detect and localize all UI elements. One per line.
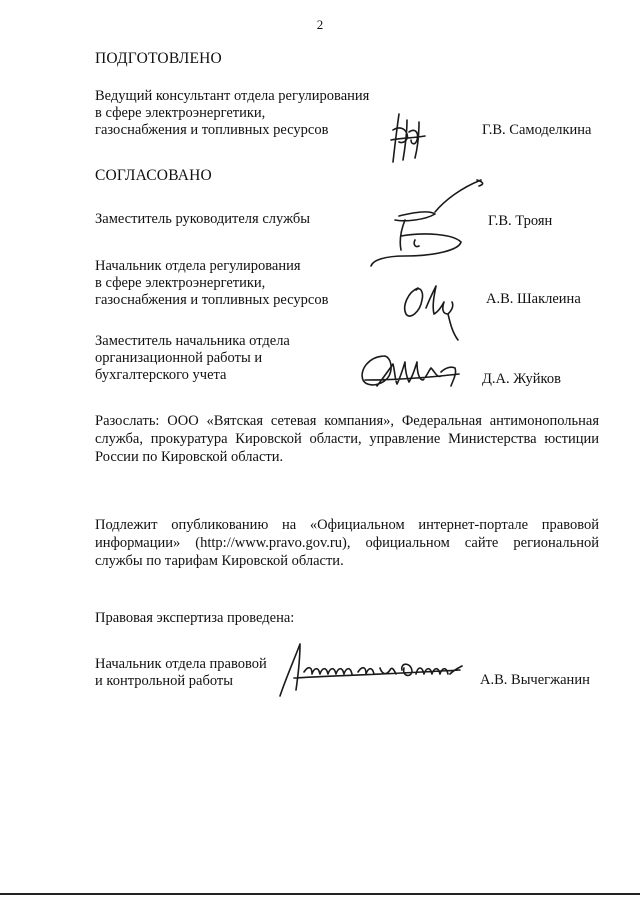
position-line: Ведущий консультант отдела регулирования: [95, 88, 370, 104]
position-line: в сфере электроэнергетики,: [95, 275, 266, 291]
position-line: Заместитель руководителя службы: [95, 211, 311, 227]
position-line: в сфере электроэнергетики,: [95, 105, 266, 121]
position-line: газоснабжения и топливных ресурсов: [95, 292, 329, 308]
page-number: 2: [316, 17, 324, 32]
position-line: Начальник отдела регулирования: [95, 258, 301, 274]
position-line: Заместитель начальника отдела: [95, 333, 290, 349]
signature-samodelkina: [385, 110, 435, 170]
prepared-heading: ПОДГОТОВЛЕНО: [95, 50, 222, 67]
position-line: бухгалтерского учета: [95, 367, 227, 383]
position-line: Начальник отдела правовой: [95, 656, 267, 672]
agreed-name: А.В. Шаклеина: [486, 291, 581, 307]
agreed-position: [95, 258, 395, 309]
agreed-position: [95, 333, 395, 384]
signature-shakleina: [398, 278, 468, 343]
signature-zhuikov: [355, 350, 465, 395]
signature-troyan: [365, 176, 495, 271]
agreed-heading: СОГЛАСОВАНО: [95, 167, 212, 184]
position-line: и контрольной работы: [95, 673, 233, 689]
page-bottom-rule: [0, 893, 640, 895]
agreed-position: [95, 211, 395, 228]
distribution-text: Разослать: ООО «Вятская сетевая компания», Федеральная антимонопольная служба, прокуратура Кировской области, управление Министерства юстиции России по Кировской области.: [95, 413, 599, 465]
prepared-position: [95, 88, 395, 139]
position-line: газоснабжения и топливных ресурсов: [95, 122, 329, 138]
signature-vychegzhanin: [270, 640, 465, 700]
legal-review-statement: Правовая экспертиза проведена:: [95, 610, 295, 626]
agreed-name: Г.В. Троян: [488, 213, 553, 229]
agreed-name: Д.А. Жуйков: [482, 371, 561, 387]
publication-text: Подлежит опубликованию на «Официальном интернет-портале правовой информации» (http://www.pravo.gov.ru), официальном сайте региональной службы по тарифам Кировской области.: [95, 517, 599, 569]
prepared-name: Г.В. Самоделкина: [482, 122, 592, 138]
legal-review-name: А.В. Вычегжанин: [480, 672, 590, 688]
position-line: организационной работы и: [95, 350, 263, 366]
